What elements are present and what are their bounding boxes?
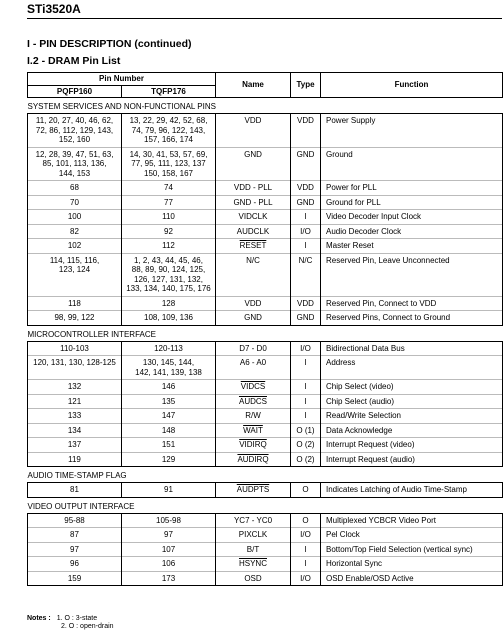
note-2: 2. O : open-drain — [61, 623, 114, 630]
table-row — [28, 296, 503, 311]
table-row — [28, 311, 503, 326]
cell-function: Reserved Pin, Leave Unconnected — [321, 253, 503, 296]
cell-tqfp: 110 — [122, 210, 216, 225]
cell-tqfp: 146 — [122, 380, 216, 395]
cell-tqfp: 108, 109, 136 — [122, 311, 216, 326]
cell-pqfp: 12, 28, 39, 47, 51, 63, 85, 101, 113, 136, 144, 153 — [28, 147, 122, 181]
cell-pqfp: 133 — [28, 409, 122, 424]
cell-pqfp: 118 — [28, 296, 122, 311]
dram-pin-table — [27, 72, 503, 586]
cell-type: O (2) — [291, 438, 321, 453]
cell-pqfp: 134 — [28, 423, 122, 438]
cell-pqfp: 98, 99, 122 — [28, 311, 122, 326]
cell-name: YC7 - YC0 — [216, 513, 291, 528]
cell-pqfp: 87 — [28, 528, 122, 543]
cell-tqfp: 105-98 — [122, 513, 216, 528]
cell-pqfp: 102 — [28, 239, 122, 254]
cell-type: O — [291, 483, 321, 498]
note-1: 1. O : 3-state — [56, 615, 98, 622]
cell-pqfp: 70 — [28, 195, 122, 210]
cell-function: Read/Write Selection — [321, 409, 503, 424]
cell-type: VDD — [291, 296, 321, 311]
cell-function: Pel Clock — [321, 528, 503, 543]
subsection-title: I.2 - DRAM Pin List — [27, 55, 121, 67]
header-name: Name — [216, 73, 291, 98]
cell-pqfp: 68 — [28, 181, 122, 196]
group-title: MICROCONTROLLER INTERFACE — [27, 329, 156, 339]
cell-function: Power for PLL — [321, 181, 503, 196]
table-row — [28, 114, 503, 148]
cell-name: PIXCLK — [216, 528, 291, 543]
table-row — [28, 423, 503, 438]
header-function: Function — [321, 73, 503, 98]
cell-type: O (1) — [291, 423, 321, 438]
cell-name: AUDIRQ — [216, 452, 291, 467]
cell-type: I — [291, 542, 321, 557]
header-rule — [27, 18, 502, 19]
table-row — [28, 571, 503, 586]
cell-tqfp: 128 — [122, 296, 216, 311]
cell-name: AUDPTS — [216, 483, 291, 498]
cell-tqfp: 91 — [122, 483, 216, 498]
cell-function: Power Supply — [321, 114, 503, 148]
cell-name: VDD — [216, 114, 291, 148]
cell-function: Bidirectional Data Bus — [321, 341, 503, 356]
table-row — [28, 195, 503, 210]
header-type: Type — [291, 73, 321, 98]
group-title: SYSTEM SERVICES AND NON-FUNCTIONAL PINS — [27, 102, 216, 112]
cell-type: I/O — [291, 528, 321, 543]
table-row — [28, 147, 503, 181]
table-row — [28, 557, 503, 572]
table-row — [28, 356, 503, 380]
cell-type: I/O — [291, 341, 321, 356]
cell-type: I — [291, 210, 321, 225]
cell-pqfp: 159 — [28, 571, 122, 586]
cell-pqfp: 96 — [28, 557, 122, 572]
cell-name: AUDCS — [216, 394, 291, 409]
cell-pqfp: 100 — [28, 210, 122, 225]
cell-type: I — [291, 356, 321, 380]
table-row — [28, 513, 503, 528]
cell-name: GND — [216, 147, 291, 181]
table-row — [28, 341, 503, 356]
cell-function: Ground — [321, 147, 503, 181]
cell-function: Indicates Latching of Audio Time-Stamp — [321, 483, 503, 498]
cell-name: VDD — [216, 296, 291, 311]
cell-tqfp: 129 — [122, 452, 216, 467]
cell-type: I — [291, 409, 321, 424]
cell-function: Reserved Pin, Connect to VDD — [321, 296, 503, 311]
table-header — [28, 73, 503, 98]
table-row — [28, 210, 503, 225]
table-row — [28, 438, 503, 453]
cell-pqfp: 137 — [28, 438, 122, 453]
cell-function: Ground for PLL — [321, 195, 503, 210]
cell-tqfp: 14, 30, 41, 53, 57, 69, 77, 95, 111, 123, 137 150, 158, 167 — [122, 147, 216, 181]
cell-type: I — [291, 380, 321, 395]
cell-tqfp: 74 — [122, 181, 216, 196]
cell-function: Multiplexed YCBCR Video Port — [321, 513, 503, 528]
cell-type: GND — [291, 195, 321, 210]
cell-type: I — [291, 557, 321, 572]
cell-tqfp: 135 — [122, 394, 216, 409]
cell-tqfp: 112 — [122, 239, 216, 254]
table-row — [28, 239, 503, 254]
cell-tqfp: 77 — [122, 195, 216, 210]
cell-tqfp: 120-113 — [122, 341, 216, 356]
table-row — [28, 253, 503, 296]
cell-function: Chip Select (video) — [321, 380, 503, 395]
cell-name: AUDCLK — [216, 224, 291, 239]
notes — [27, 615, 114, 631]
cell-type: O (2) — [291, 452, 321, 467]
cell-type: N/C — [291, 253, 321, 296]
cell-function: Video Decoder Input Clock — [321, 210, 503, 225]
cell-name: RESET — [216, 239, 291, 254]
cell-tqfp: 13, 22, 29, 42, 52, 68, 74, 79, 96, 122, 143, 157, 166, 174 — [122, 114, 216, 148]
cell-name: HSYNC — [216, 557, 291, 572]
cell-tqfp: 130, 145, 144, 142, 141, 139, 138 — [122, 356, 216, 380]
section-title: I - PIN DESCRIPTION (continued) — [27, 38, 192, 50]
cell-tqfp: 106 — [122, 557, 216, 572]
cell-type: GND — [291, 147, 321, 181]
cell-pqfp: 110-103 — [28, 341, 122, 356]
cell-type: I — [291, 239, 321, 254]
cell-name: VDD - PLL — [216, 181, 291, 196]
table-row — [28, 224, 503, 239]
header-pqfp160: PQFP160 — [28, 86, 122, 98]
table-row — [28, 483, 503, 498]
cell-name: GND - PLL — [216, 195, 291, 210]
cell-name: N/C — [216, 253, 291, 296]
cell-function: OSD Enable/OSD Active — [321, 571, 503, 586]
cell-tqfp: 107 — [122, 542, 216, 557]
cell-name: R/W — [216, 409, 291, 424]
cell-function: Master Reset — [321, 239, 503, 254]
cell-type: I/O — [291, 224, 321, 239]
cell-type: VDD — [291, 114, 321, 148]
cell-name: B/T — [216, 542, 291, 557]
cell-tqfp: 148 — [122, 423, 216, 438]
cell-type: VDD — [291, 181, 321, 196]
cell-function: Data Acknowledge — [321, 423, 503, 438]
cell-tqfp: 173 — [122, 571, 216, 586]
cell-function: Interrupt Request (video) — [321, 438, 503, 453]
table-row — [28, 409, 503, 424]
cell-tqfp: 1, 2, 43, 44, 45, 46, 88, 89, 90, 124, 125, 126, 127, 131, 132, 133, 134, 140, 175, 176 — [122, 253, 216, 296]
cell-pqfp: 95-88 — [28, 513, 122, 528]
cell-name: VIDIRQ — [216, 438, 291, 453]
cell-function: Audio Decoder Clock — [321, 224, 503, 239]
header-tqfp176: TQFP176 — [122, 86, 216, 98]
cell-type: GND — [291, 311, 321, 326]
cell-type: I — [291, 394, 321, 409]
group-title: VIDEO OUTPUT INTERFACE — [27, 501, 135, 511]
cell-function: Bottom/Top Field Selection (vertical sync) — [321, 542, 503, 557]
cell-pqfp: 11, 20, 27, 40, 46, 62, 72, 86, 112, 129, 143, 152, 160 — [28, 114, 122, 148]
group-title: AUDIO TIME-STAMP FLAG — [27, 471, 127, 481]
cell-name: VIDCLK — [216, 210, 291, 225]
cell-name: D7 - D0 — [216, 341, 291, 356]
cell-function: Interrupt Request (audio) — [321, 452, 503, 467]
header-pin-number: Pin Number — [28, 73, 216, 86]
notes-label: Notes : — [27, 615, 51, 622]
cell-pqfp: 120, 131, 130, 128-125 — [28, 356, 122, 380]
cell-function: Address — [321, 356, 503, 380]
cell-pqfp: 121 — [28, 394, 122, 409]
cell-name: VIDCS — [216, 380, 291, 395]
table-row — [28, 542, 503, 557]
table-row — [28, 181, 503, 196]
table-row — [28, 528, 503, 543]
cell-pqfp: 119 — [28, 452, 122, 467]
cell-type: O — [291, 513, 321, 528]
table-row — [28, 394, 503, 409]
cell-pqfp: 132 — [28, 380, 122, 395]
cell-name: GND — [216, 311, 291, 326]
table-body — [28, 98, 503, 586]
cell-function: Horizontal Sync — [321, 557, 503, 572]
cell-pqfp: 114, 115, 116, 123, 124 — [28, 253, 122, 296]
cell-type: I/O — [291, 571, 321, 586]
cell-tqfp: 97 — [122, 528, 216, 543]
cell-function: Reserved Pins, Connect to Ground — [321, 311, 503, 326]
cell-name: WAIT — [216, 423, 291, 438]
cell-function: Chip Select (audio) — [321, 394, 503, 409]
cell-pqfp: 81 — [28, 483, 122, 498]
cell-tqfp: 147 — [122, 409, 216, 424]
cell-pqfp: 97 — [28, 542, 122, 557]
cell-name: A6 - A0 — [216, 356, 291, 380]
cell-tqfp: 92 — [122, 224, 216, 239]
table-row — [28, 452, 503, 467]
table-row — [28, 380, 503, 395]
cell-tqfp: 151 — [122, 438, 216, 453]
cell-name: OSD — [216, 571, 291, 586]
cell-pqfp: 82 — [28, 224, 122, 239]
document-header-title: STi3520A — [27, 2, 81, 16]
